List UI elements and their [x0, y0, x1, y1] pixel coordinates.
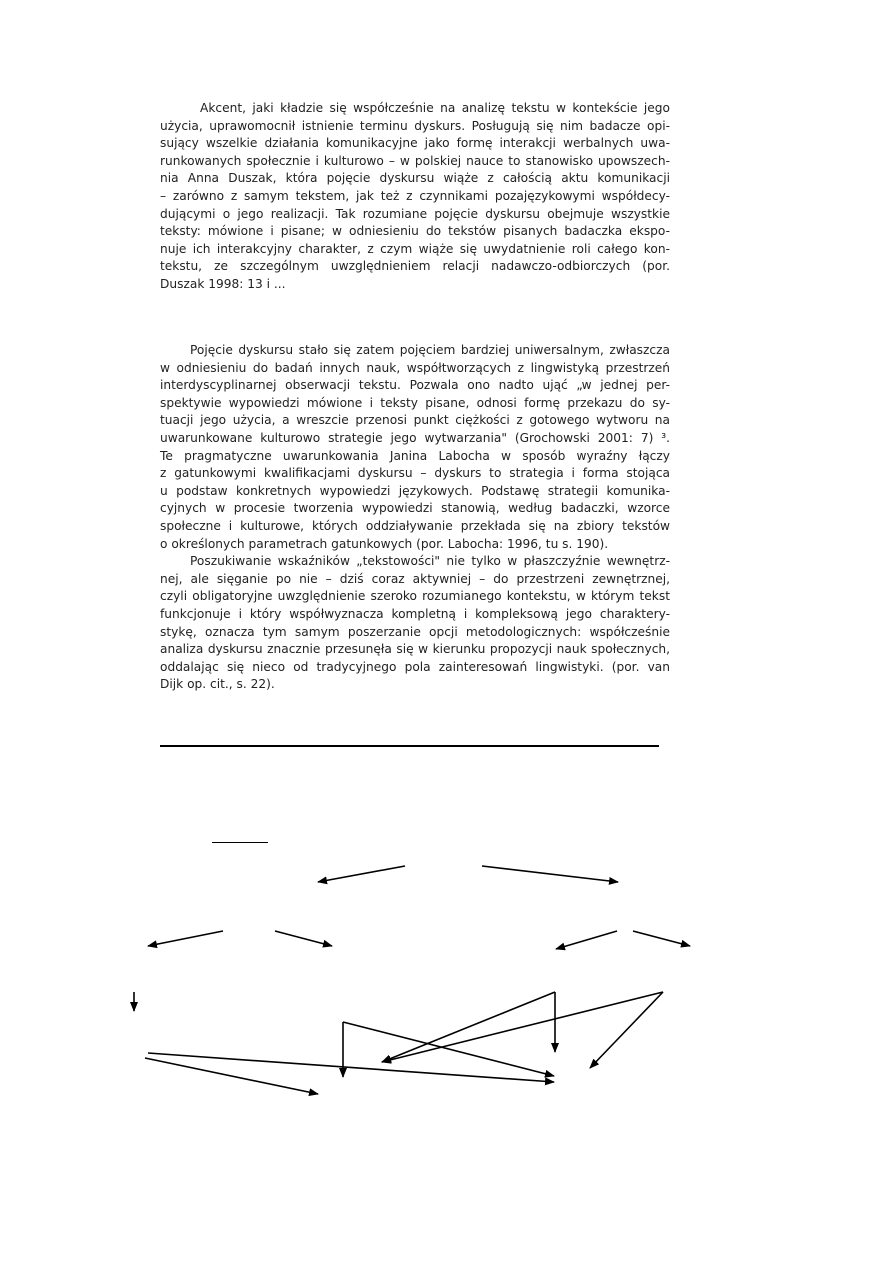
text-line: uwarunkowane kulturowo strategie jego wytwarzania" (Grochowski 2001: 7) ³. — [160, 430, 670, 445]
text-line: Poszukiwanie wskaźników „tekstowości" nie tylko w płaszczyźnie wewnętrz- — [190, 554, 670, 569]
arrow — [145, 1058, 318, 1094]
arrow — [148, 1053, 554, 1082]
text-line: o określonych parametrach gatunkowych (por. Labocha: 1996, tu s. 190). — [160, 536, 609, 551]
text-line: teksty: mówione i pisane; w odniesieniu do tekstów pisanych badaczka ekspo- — [160, 224, 670, 239]
text-line: nia Anna Duszak, która pojęcie dyskursu wiąże z całością aktu komunikacji — [160, 171, 670, 186]
text-line: analiza dyskursu znacznie przesunęła się w kierunku propozycji nauk społecznych, — [160, 642, 670, 657]
text-line: – zarówno z samym tekstem, jak też z czynnikami pozajęzykowymi współdecy- — [160, 188, 670, 203]
text-line: dującymi o jego realizacji. Tak rozumiane pojęcie dyskursu obejmuje wszystkie — [160, 206, 670, 221]
arrow — [633, 931, 690, 946]
arrow — [590, 992, 663, 1068]
text-line: w odniesieniu do badań innych nauk, współtworzących z lingwistyką przestrzeń — [160, 360, 670, 375]
text-line: społeczne i kulturowe, których oddziaływanie przekłada się na zbiory tekstów — [160, 518, 670, 533]
arrow — [318, 866, 405, 882]
arrow — [482, 866, 618, 882]
arrow — [382, 992, 663, 1062]
text-line: spektywie wypowiedzi mówione i teksty pisane, odnosi formę przekazu do sy- — [160, 395, 670, 410]
text-line: sujący wszelkie działania komunikacyjne jako formę interakcji werbalnych uwa- — [160, 136, 670, 151]
arrow — [275, 931, 332, 946]
text-line: Pojęcie dyskursu stało się zatem pojęciem bardziej uniwersalnym, zwłaszcza — [190, 343, 670, 357]
text-line: u podstaw konkretnych wypowiedzi językowych. Podstawę strategii komunika- — [160, 483, 670, 498]
arrow — [556, 931, 617, 949]
underline-mark — [212, 842, 268, 843]
arrow — [343, 1022, 554, 1076]
text-line: nej, ale sięganie po nie – dziś coraz aktywniej – do przestrzeni zewnętrznej, — [160, 571, 670, 586]
text-line: czyli obligatoryjne uwzględnienie szeroko rozumianego kontekstu, w którym tekst — [160, 589, 670, 604]
text-line: Dijk op. cit., s. 22). — [160, 677, 275, 692]
scanned-paragraph-1 — [160, 100, 670, 298]
text-line: runkowanych społecznie i kulturowo – w polskiej nauce to stanowisko upowszech- — [160, 153, 670, 168]
text-line: Akcent, jaki kładzie się współcześnie na analizę tekstu w kontekście jego — [200, 101, 670, 115]
text-line: tuacji jego użycia, a wreszcie przenosi punkt ciężkości z gotowego wytworu na — [160, 413, 670, 428]
horizontal-divider — [160, 745, 659, 747]
text-line: nuje ich interakcyjny charakter, z czym wiąże się uwydatnienie roli całego kon- — [160, 241, 670, 256]
scanned-paragraph-2 — [160, 342, 670, 694]
text-line: użycia, uprawomocnił istnienie terminu dyskurs. Posługują się nim badacze opi- — [160, 118, 670, 133]
arrow — [148, 931, 223, 946]
text-line: interdyscyplinarnej obserwacji tekstu. Pozwala ono nadto ująć „w jednej per- — [160, 378, 670, 393]
text-line: Te pragmatyczne uwarunkowania Janina Labocha w sposób wyraźny łączy — [160, 448, 670, 463]
text-line: funkcjonuje i który współwyznacza kompletną i kompleksową jego charaktery- — [160, 606, 670, 621]
text-line: cyjnych w procesie tworzenia wypowiedzi stanowią, według badaczki, wzorce — [160, 501, 670, 516]
text-line: stykę, oznacza tym samym poszerzanie opcji metodologicznych: współcześnie — [160, 624, 670, 639]
text-line-cut: Duszak 1998: 13 i ... — [160, 276, 286, 291]
arrow — [382, 992, 555, 1062]
text-line: oddalając się nieco od tradycyjnego pola zainteresowań lingwistyki. (por. van — [160, 659, 670, 674]
text-line: z gatunkowymi kwalifikacjami dyskursu – dyskurs to strategia i forma stojąca — [160, 466, 670, 481]
text-line: tekstu, ze szczególnym uwzględnieniem relacji nadawczo-odbiorczych (por. — [160, 259, 670, 274]
